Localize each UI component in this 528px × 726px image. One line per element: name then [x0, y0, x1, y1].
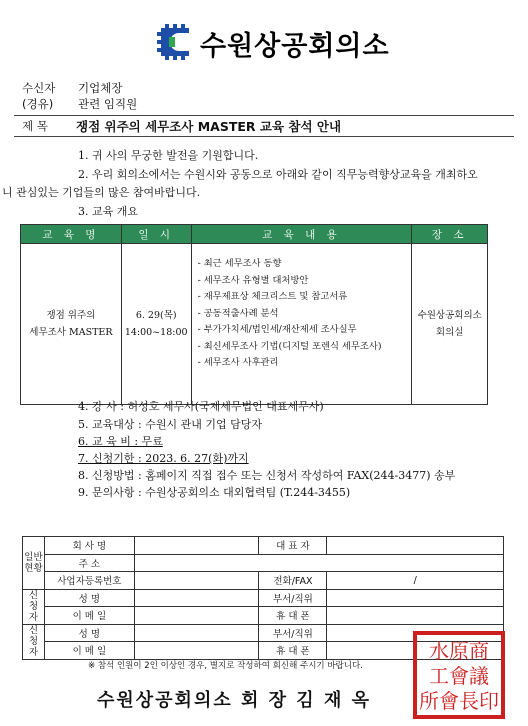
info-contact: 9. 문의사항 : 수원상공회의소 대외협력팀 (T.244-3455)	[78, 486, 351, 499]
subject-row	[14, 115, 514, 137]
official-seal-icon	[412, 630, 506, 720]
info-instructor: 4. 강 사 : 허성호 세무사(국제세무법인 대표세무사)	[78, 400, 324, 413]
recipient-label: 수신자	[22, 81, 56, 95]
via-value: 관련 임직원	[78, 97, 138, 111]
course-name-line2: 세무조사 MASTER	[29, 327, 113, 338]
org-title: 수원상공회의소	[200, 31, 390, 62]
applicant2-name-field[interactable]	[134, 624, 259, 642]
course-time: 14:00~18:00	[124, 327, 188, 338]
applicant2-label: 신 청 자	[23, 624, 45, 659]
applicant1-name-field[interactable]	[134, 589, 259, 607]
paragraph-3: 3. 교육 개요	[78, 205, 138, 218]
info-target: 5. 교육대상 : 수원시 관내 기업 담당자	[78, 418, 262, 431]
applicant1-email-field[interactable]	[134, 607, 259, 625]
info-deadline: 7. 신청기한 : 2023. 6. 27(화)까지	[78, 452, 249, 465]
paragraph-2b: 니 관심있는 기업들의 많은 참여바랍니다.	[2, 186, 201, 199]
mobile-label: 휴 대 폰	[259, 642, 327, 660]
cell-content	[191, 244, 412, 405]
content-item: - 공동적출사례 분석	[197, 307, 279, 319]
representative-field[interactable]	[327, 537, 504, 555]
phone-fax-field[interactable]: /	[327, 572, 504, 590]
applicant2-email-field[interactable]	[134, 642, 259, 660]
header-course-name: 교 육 명	[21, 225, 122, 244]
paragraph-2a: 2. 우리 회의소에서는 수원시와 공동으로 아래와 같이 직무능력향상교육을 개최하오	[78, 168, 478, 181]
course-date: 6. 29(목)	[135, 310, 177, 321]
header-content: 교 육 내 용	[191, 225, 412, 244]
cell-datetime	[121, 244, 191, 405]
subject-label: 제 목	[22, 119, 48, 133]
content-item: - 재무제표상 체크리스트 및 참고서류	[197, 291, 348, 302]
content-item: - 최근 세무조사 동향	[197, 258, 282, 269]
address-label: 주 소	[44, 554, 134, 572]
header-place: 장 소	[412, 225, 488, 244]
svg-text:所會長印: 所會長印	[419, 689, 499, 713]
company-name-label: 회 사 명	[44, 537, 134, 555]
subject-value: 쟁점 위주의 세무조사 MASTER 교육 참석 안내	[76, 119, 342, 134]
phone-fax-label: 전화/FAX	[259, 572, 327, 590]
content-list	[198, 256, 412, 372]
svg-text:工會議: 工會議	[429, 664, 489, 688]
course-table	[20, 224, 488, 405]
content-item: - 부가가치세/법인세/재산제세 조사실무	[197, 324, 357, 335]
info-fee: 6. 교 육 비 : 무료	[78, 435, 163, 448]
content-item: - 최신세무조사 기법(디지털 포렌식 세무조사)	[197, 340, 382, 352]
name-label: 성 명	[44, 624, 134, 642]
business-no-label: 사업자등록번호	[44, 572, 134, 590]
applicant1-mobile-field[interactable]	[327, 607, 504, 625]
course-name-line1: 쟁점 위주의	[46, 310, 96, 321]
paragraph-1: 1. 귀 사의 무궁한 발전을 기원합니다.	[78, 149, 259, 162]
chamber-logo	[155, 22, 195, 62]
info-method: 8. 신청방법 : 홈페이지 직접 접수 또는 신청서 작성하여 FAX(244-3477) 송부	[78, 469, 456, 482]
cell-course-name	[21, 244, 122, 405]
content-item: - 세무조사 사후관리	[197, 357, 279, 368]
place-line1: 수원상공회의소	[417, 310, 482, 321]
email-label: 이 메 일	[44, 607, 134, 625]
header-datetime: 일 시	[121, 225, 191, 244]
name-label: 성 명	[44, 589, 134, 607]
svg-text:水原商: 水原商	[429, 639, 489, 663]
recipient-value: 기업체장	[78, 81, 123, 95]
general-info-label: 일반 현황	[23, 537, 45, 590]
content-item: - 세무조사 유형별 대처방안	[197, 274, 309, 286]
applicant1-dept-field[interactable]	[327, 589, 504, 607]
business-no-field[interactable]	[134, 572, 259, 590]
via-label: (경유)	[22, 97, 54, 111]
signature-line: 수원상공회의소 회 장 김 재 옥	[97, 690, 371, 711]
cell-place	[412, 244, 488, 405]
dept-label: 부서/직위	[259, 624, 327, 642]
representative-label: 대 표 자	[259, 537, 327, 555]
address-field[interactable]	[134, 554, 503, 572]
applicant1-label: 신 청 자	[23, 589, 45, 624]
company-name-field[interactable]	[134, 537, 259, 555]
mobile-label: 휴 대 폰	[259, 607, 327, 625]
notice-text: ※ 참석 인원이 2인 이상인 경우, 별지로 작성하여 회신해 주시기 바랍니다.	[88, 661, 363, 671]
place-line2: 회의실	[435, 327, 464, 338]
dept-label: 부서/직위	[259, 589, 327, 607]
email-label: 이 메 일	[44, 642, 134, 660]
